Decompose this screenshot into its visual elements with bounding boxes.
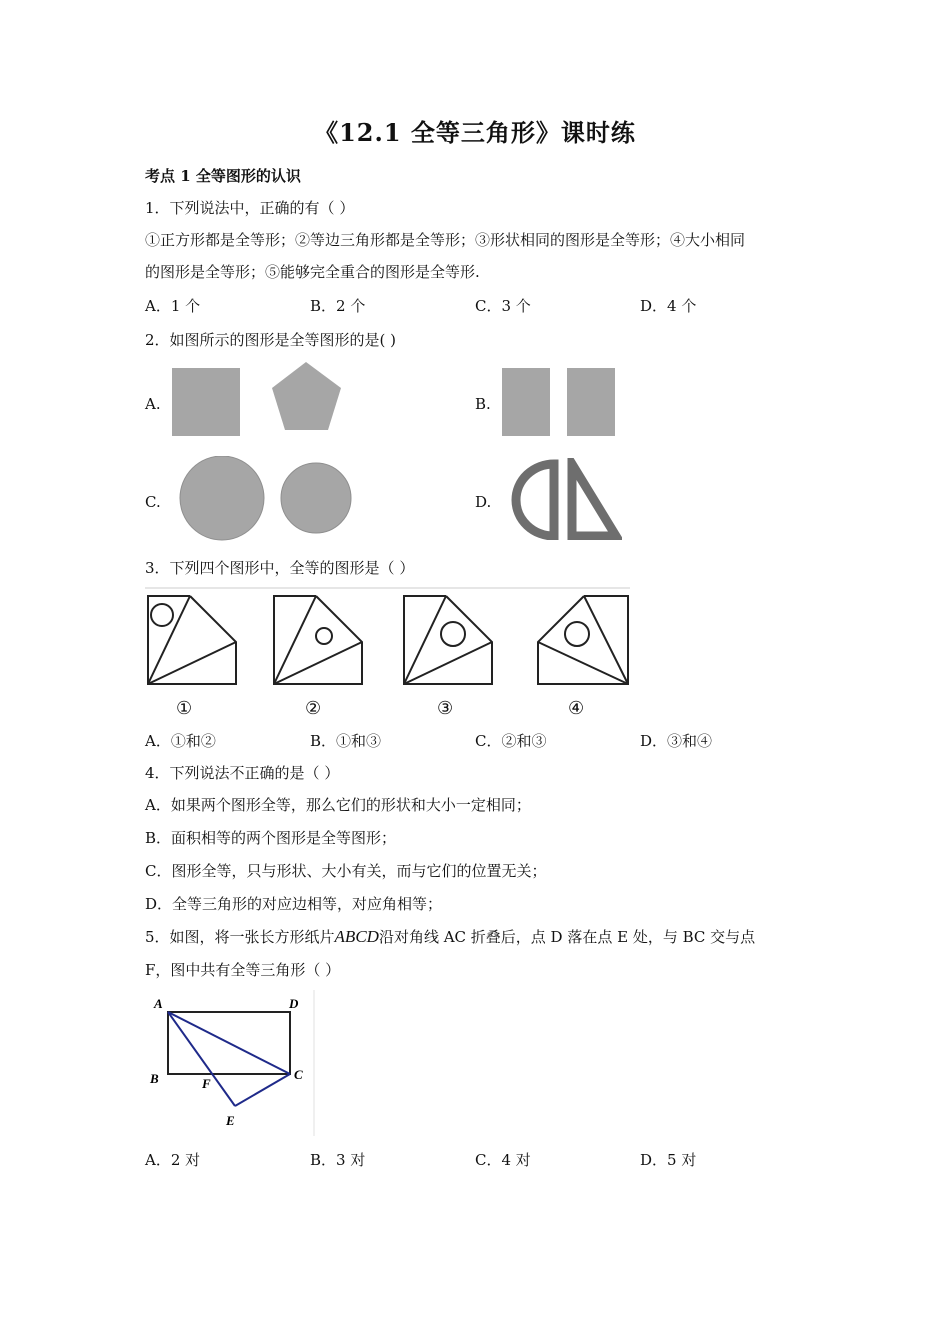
- section-heading: 考点 1 全等图形的认识: [145, 167, 301, 185]
- segment-ae: [168, 1012, 235, 1106]
- small-circle-shape: [281, 463, 351, 533]
- q4-stem: 4．下列说法不正确的是（ ）: [145, 764, 340, 782]
- q5-stem-line2: F，图中共有全等三角形（ ）: [145, 961, 341, 979]
- q5-stem-line1: [145, 927, 755, 947]
- q4-option-d[interactable]: D．全等三角形的对应边相等，对应角相等；: [145, 895, 443, 913]
- q5-option-d[interactable]: D．5 对: [640, 1151, 697, 1169]
- q5-stem-pre: 5．如图，将一张长方形纸片: [145, 928, 335, 946]
- q4-option-b[interactable]: B．面积相等的两个图形是全等图形；: [145, 829, 397, 847]
- q2-label-c[interactable]: C.: [145, 493, 161, 511]
- q3-figure-4: [538, 596, 628, 684]
- q3-option-c[interactable]: C．②和③: [475, 732, 547, 750]
- q2-label-b[interactable]: B.: [475, 395, 491, 413]
- q3-figure-label-4: ④: [568, 698, 585, 719]
- q2-figure-d: [506, 458, 622, 540]
- q2-figure-c: [176, 456, 358, 542]
- q1-option-c[interactable]: C．3 个: [475, 297, 531, 315]
- q5-stem-var: ABCD: [334, 927, 379, 946]
- set-square-shape: [572, 464, 616, 536]
- q4-option-c[interactable]: C．图形全等，只与形状、大小有关，而与它们的位置无关；: [145, 862, 547, 880]
- point-label-f: F: [202, 1076, 211, 1091]
- q5-figure: [146, 988, 318, 1138]
- q5-stem-post: 沿对角线 AC 折叠后，点 D 落在点 E 处，与 BC 交与点: [378, 928, 756, 946]
- segment-ec: [235, 1074, 290, 1106]
- protractor-shape: [516, 464, 554, 536]
- point-label-d: D: [289, 996, 299, 1011]
- q3-figure-label-1: ①: [176, 698, 193, 719]
- point-label-b: B: [150, 1071, 159, 1086]
- q5-option-a[interactable]: A．2 对: [145, 1151, 201, 1169]
- pentagon-shape: [272, 362, 341, 430]
- q3-option-a[interactable]: A．①和②: [145, 732, 216, 750]
- point-label-e: E: [226, 1113, 235, 1128]
- rectangle-shape-right: [567, 368, 615, 436]
- q2-label-d[interactable]: D.: [475, 493, 492, 511]
- q3-figure-3: [404, 596, 492, 684]
- q1-statement-line1: ①正方形都是全等形；②等边三角形都是全等形；③形状相同的图形是全等形；④大小相同: [145, 231, 746, 249]
- square-shape: [172, 368, 240, 436]
- q3-figure-1: [148, 596, 236, 684]
- q1-option-a[interactable]: A．1 个: [145, 297, 201, 315]
- q2-stem: 2．如图所示的图形是全等图形的是( ): [145, 331, 397, 349]
- q3-figure-label-2: ②: [305, 698, 322, 719]
- q3-stem: 3．下列四个图形中，全等的图形是（ ）: [145, 559, 415, 577]
- point-label-c: C: [294, 1067, 303, 1082]
- q1-option-b[interactable]: B．2 个: [310, 297, 366, 315]
- q3-option-d[interactable]: D．③和④: [640, 732, 713, 750]
- rectangle-shape-left: [502, 368, 550, 436]
- q5-option-b[interactable]: B．3 对: [310, 1151, 366, 1169]
- large-circle-shape: [180, 456, 264, 540]
- q3-figure-2: [274, 596, 362, 684]
- q3-figure-label-3: ③: [437, 698, 454, 719]
- q5-option-c[interactable]: C．4 对: [475, 1151, 531, 1169]
- q1-statement-line2: 的图形是全等形；⑤能够完全重合的图形是全等形.: [145, 263, 480, 281]
- q3-figures: [140, 586, 632, 722]
- q4-option-a[interactable]: A．如果两个图形全等，那么它们的形状和大小一定相同；: [145, 796, 531, 814]
- q3-option-b[interactable]: B．①和③: [310, 732, 382, 750]
- q1-stem: 1．下列说法中，正确的有（ ）: [145, 199, 355, 217]
- page-title: 《12.1 全等三角形》课时练: [314, 118, 636, 147]
- q2-figure-b: [500, 366, 620, 438]
- q2-label-a[interactable]: A.: [145, 395, 161, 413]
- point-label-a: A: [154, 996, 163, 1011]
- diagonal-ac: [168, 1012, 290, 1074]
- q1-option-d[interactable]: D．4 个: [640, 297, 697, 315]
- q2-figure-a: [170, 360, 370, 446]
